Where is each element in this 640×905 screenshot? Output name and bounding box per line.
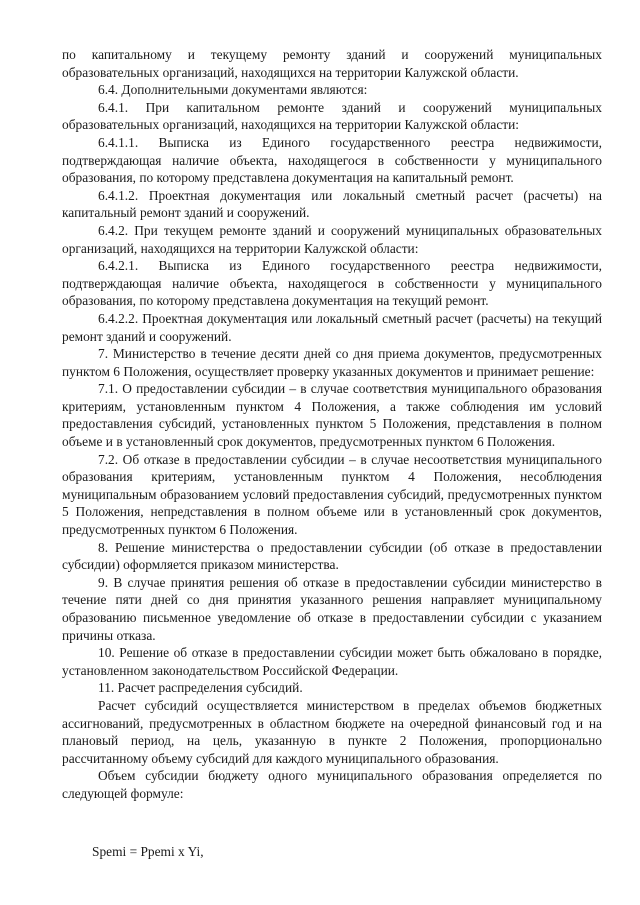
paragraph-9: 9. В случае принятия решения об отказе в предоставлении субсидии министерство в течение пяти дней со дня принятия указанного решения направляет муниципальному образованию письменное уведомление об отказе в предоставлении субсидии с указанием причины отказа. (62, 574, 602, 643)
paragraph-6-4-1: 6.4.1. При капитальном ремонте зданий и сооружений муниципальных образовательных организаций, находящихся на территории Калужской области: (62, 99, 602, 133)
paragraph-6-4-1-1: 6.4.1.1. Выписка из Единого государственного реестра недвижимости, подтверждающая наличие объекта, находящегося в собственности у муниципального образования, по которому представлена документация на капитальный ремонт. (62, 134, 602, 186)
document-page (62, 46, 602, 860)
paragraph-7: 7. Министерство в течение десяти дней со дня приема документов, предусмотренных пунктом 6 Положения, осуществляет проверку указанных документов и принимает решение: (62, 346, 602, 379)
paragraph-7-2: 7.2. Об отказе в предоставлении субсидии – в случае несоответствия муниципального образования критериям, установленным пунктом 4 Положения, несоблюдения муниципальным образованием условий предоставления субсидий, предусмотренных пунктом 5 Положения, непредставления в полном объеме или в установленный срок документов, предусмотренных пунктом 6 Положения. (62, 451, 602, 538)
paragraph-calculation: Расчет субсидий осуществляется министерством в пределах объемов бюджетных ассигнований, предусмотренных в областном бюджете на очередной финансовый год и на плановый период, на цель, указанную в пункте 2 Положения, пропорционально рассчитанному объему субсидий для каждого муниципального образования. (62, 697, 602, 766)
paragraph-continuation: по капитальному и текущему ремонту зданий и сооружений муниципальных образовательных организаций, находящихся на территории Калужской области. (62, 47, 602, 80)
paragraph-6-4-1-2: 6.4.1.2. Проектная документация или локальный сметный расчет (расчеты) на капитальный ремонт зданий и сооружений. (62, 187, 602, 221)
paragraph-6-4-2: 6.4.2. При текущем ремонте зданий и сооружений муниципальных образовательных организаций, находящихся на территории Калужской области: (62, 222, 602, 256)
paragraph-8: 8. Решение министерства о предоставлении субсидии (об отказе в предоставлении субсидии) оформляется приказом министерства. (62, 539, 602, 573)
paragraph-6-4-2-1: 6.4.2.1. Выписка из Единого государственного реестра недвижимости, подтверждающая наличие объекта, находящегося в собственности у муниципального образования, по которому представлена документация на текущий ремонт. (62, 258, 602, 309)
paragraph-formula-intro: Объем субсидии бюджету одного муниципального образования определяется по следующей формуле: (62, 768, 602, 801)
formula: Spemi = Ppemi x Yi, (92, 843, 204, 859)
paragraph-6-4: 6.4. Дополнительными документами являются: (98, 82, 368, 98)
paragraph-10: 10. Решение об отказе в предоставлении субсидии может быть обжаловано в порядке, установленном законодательством Российской Федерации. (62, 645, 602, 678)
paragraph-11: 11. Расчет распределения субсидий. (98, 680, 303, 696)
paragraph-6-4-2-2: 6.4.2.2. Проектная документация или локальный сметный расчет (расчеты) на текущий ремонт зданий и сооружений. (62, 310, 602, 344)
paragraph-7-1: 7.1. О предоставлении субсидии – в случае соответствия муниципального образования критериям, установленным пунктом 4 Положения, а также соблюдения им условий предоставления субсидий, установленных пунктом 5 Положения, представления в полном объеме и в установленный срок документов, предусмотренных пунктом 6 Положения. (62, 381, 602, 450)
